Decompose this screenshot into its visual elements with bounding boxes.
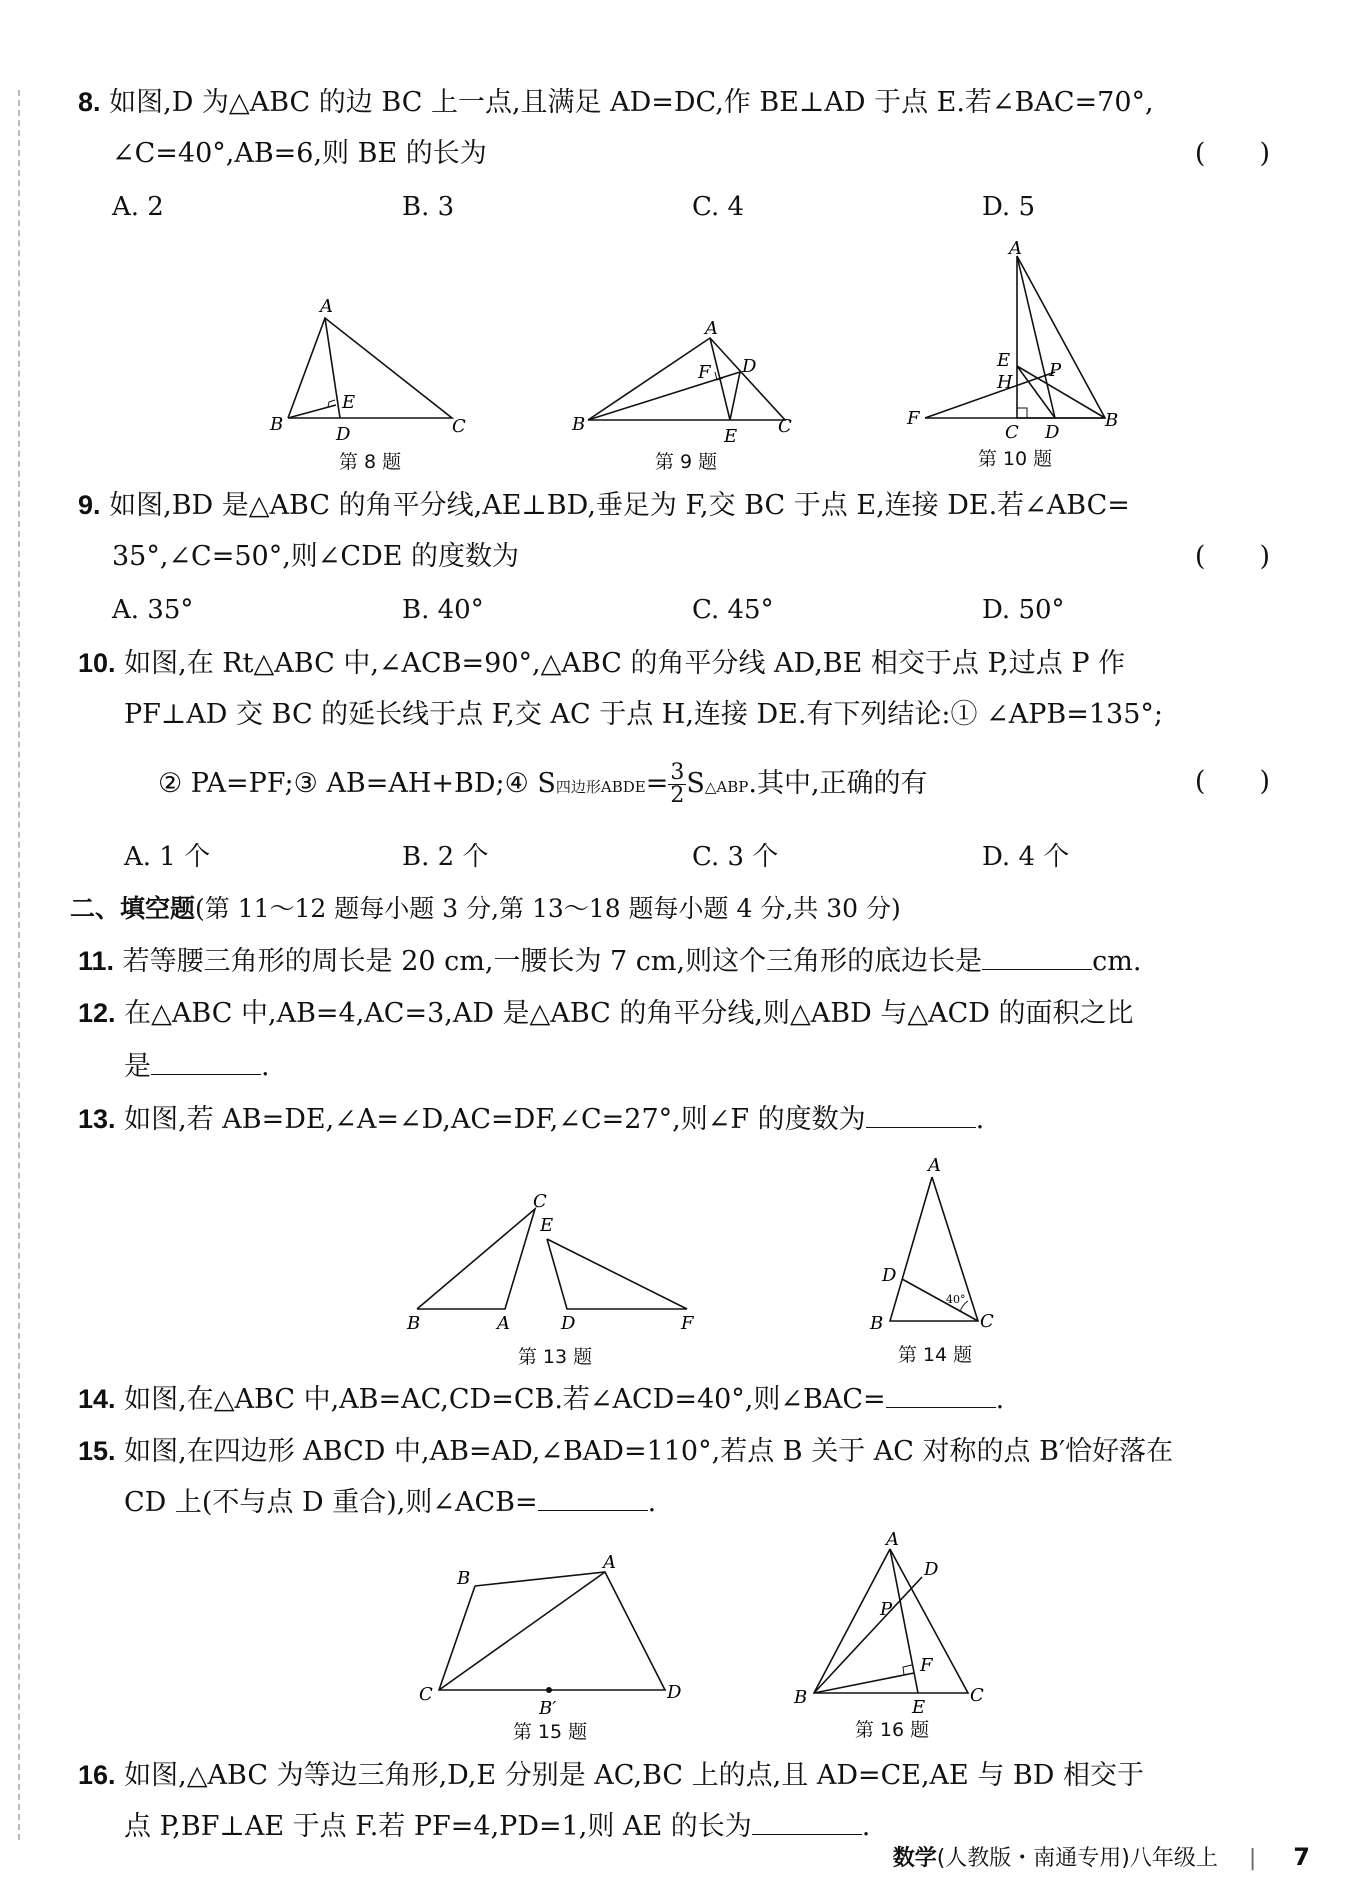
answer-blank[interactable] xyxy=(866,1103,976,1128)
figure-q13 xyxy=(405,1191,705,1339)
answer-paren: ( ) xyxy=(1194,766,1270,797)
question-10-line-1 xyxy=(78,646,1125,681)
svg-text:E: E xyxy=(342,392,356,413)
option-c: C. 45° xyxy=(692,595,774,625)
caption-q8: 第 8 题 xyxy=(338,451,402,473)
svg-text:C: C xyxy=(533,1191,547,1212)
svg-text:B: B xyxy=(270,414,284,435)
svg-text:D: D xyxy=(336,424,351,445)
figure-q10 xyxy=(905,240,1145,444)
svg-text:B: B xyxy=(1105,410,1119,431)
figure-q9 xyxy=(570,320,810,454)
section-heading: 二、填空题(第 11～12 题每小题 3 分,第 13～18 题每小题 4 分,共 30 分) xyxy=(70,894,901,923)
svg-text:A: A xyxy=(886,1529,899,1550)
question-16-line-1: 16. 如图,△ABC 为等边三角形,D,E 分别是 AC,BC 上的点,且 AD=CE,AE 与 BD 相交于 xyxy=(78,1760,1144,1791)
question-15-line-2: CD 上(不与点 D 重合),则∠ACB= . xyxy=(124,1487,657,1518)
answer-blank[interactable] xyxy=(151,1050,261,1075)
svg-text:F: F xyxy=(698,362,711,383)
svg-text:B: B xyxy=(794,1687,808,1708)
svg-text:C: C xyxy=(970,1685,984,1706)
page-footer: 数学(人教版・南通专用)八年级上 | 7 xyxy=(892,1843,1310,1871)
svg-text:B′: B′ xyxy=(539,1698,557,1719)
svg-text:D: D xyxy=(882,1265,897,1286)
question-12-line-1: 12. 在△ABC 中,AB=4,AC=3,AD 是△ABC 的角平分线,则△ABD 与△ACD 的面积之比 xyxy=(78,998,1134,1029)
question-text: 如图,BD 是△ABC 的角平分线,AE⊥BD,垂足为 F,交 BC 于点 E,连接 DE.若∠ABC= xyxy=(109,490,1130,521)
svg-text:C: C xyxy=(980,1311,994,1332)
svg-text:D: D xyxy=(561,1313,576,1334)
svg-text:D: D xyxy=(1045,422,1060,443)
caption-q15: 第 15 题 xyxy=(512,1721,588,1743)
svg-text:B: B xyxy=(870,1313,884,1334)
option-d: D. 50° xyxy=(982,595,1065,625)
question-8-line-1 xyxy=(78,85,1154,120)
question-9-line-1 xyxy=(78,488,1130,523)
svg-text:C: C xyxy=(778,416,792,437)
svg-text:D: D xyxy=(742,356,757,377)
option-a: A. 2 xyxy=(112,192,164,222)
question-15-line-1: 15. 如图,在四边形 ABCD 中,AB=AD,∠BAD=110°,若点 B 关于 AC 对称的点 B′恰好落在 xyxy=(78,1436,1174,1467)
svg-text:D: D xyxy=(924,1559,939,1580)
answer-blank[interactable] xyxy=(538,1486,648,1511)
page-number: 7 xyxy=(1293,1843,1310,1871)
svg-text:A: A xyxy=(1009,238,1022,259)
option-c: C. 3 个 xyxy=(692,842,779,872)
question-number: 10. xyxy=(78,648,116,678)
figure-q8 xyxy=(260,290,490,454)
svg-text:A: A xyxy=(320,296,333,317)
question-text: 如图,在 Rt△ABC 中,∠ACB=90°,△ABC 的角平分线 AD,BE 相交于点 P,过点 P 作 xyxy=(124,648,1126,679)
svg-text:F: F xyxy=(907,408,920,429)
question-9-line-2: 35°,∠C=50°,则∠CDE 的度数为 xyxy=(112,541,520,572)
svg-text:H: H xyxy=(997,372,1013,393)
answer-blank[interactable] xyxy=(886,1383,996,1408)
question-number: 8. xyxy=(78,87,101,117)
question-8-line-2: ∠C=40°,AB=6,则 BE 的长为 xyxy=(112,138,487,169)
option-b: B. 2 个 xyxy=(402,842,489,872)
caption-q16: 第 16 题 xyxy=(854,1719,930,1741)
question-14: 14. 如图,在△ABC 中,AB=AC,CD=CB.若∠ACD=40°,则∠BAC= . xyxy=(78,1384,1005,1415)
option-d: D. 4 个 xyxy=(982,842,1070,872)
svg-text:A: A xyxy=(497,1313,510,1334)
svg-text:C: C xyxy=(452,416,466,437)
figure-q14 xyxy=(860,1155,1010,1339)
option-d: D. 5 xyxy=(982,192,1035,222)
binding-margin-line xyxy=(18,90,20,1840)
svg-text:E: E xyxy=(997,350,1011,371)
svg-text:A: A xyxy=(928,1155,941,1176)
svg-text:D: D xyxy=(667,1682,682,1703)
svg-text:B: B xyxy=(407,1313,421,1334)
answer-paren: ( ) xyxy=(1194,138,1270,169)
svg-text:C: C xyxy=(1005,422,1019,443)
answer-blank[interactable] xyxy=(752,1810,862,1835)
question-text: 如图,D 为△ABC 的边 BC 上一点,且满足 AD=DC,作 BE⊥AD 于点 E.若∠BAC=70°, xyxy=(109,87,1154,118)
question-11: 11. 若等腰三角形的周长是 20 cm,一腰长为 7 cm,则这个三角形的底边长是 cm. xyxy=(78,946,1142,977)
question-number: 9. xyxy=(78,490,101,520)
svg-text:E: E xyxy=(724,426,738,447)
question-12-line-2: 是 . xyxy=(124,1051,270,1082)
svg-text:40°: 40° xyxy=(946,1293,966,1306)
caption-q14: 第 14 题 xyxy=(897,1344,973,1366)
option-b: B. 40° xyxy=(402,595,484,625)
svg-text:E: E xyxy=(540,1215,554,1236)
question-16-line-2: 点 P,BF⊥AE 于点 F.若 PF=4,PD=1,则 AE 的长为 . xyxy=(124,1811,871,1842)
svg-text:P: P xyxy=(1049,360,1062,381)
option-c: C. 4 xyxy=(692,192,745,222)
svg-text:P: P xyxy=(880,1599,893,1620)
svg-text:C: C xyxy=(419,1684,433,1705)
question-10-line-3: ② PA=PF;③ AB=AH+BD;④ S四边形ABDE= $\frac{3}{2}$ S△ABP.其中,正确的有 xyxy=(158,760,928,808)
caption-q13: 第 13 题 xyxy=(517,1346,593,1368)
svg-text:B: B xyxy=(572,414,586,435)
option-a: A. 1 个 xyxy=(124,842,211,872)
caption-q9: 第 9 题 xyxy=(654,451,718,473)
svg-text:A: A xyxy=(705,318,718,339)
option-b: B. 3 xyxy=(402,192,455,222)
svg-text:A: A xyxy=(603,1552,616,1573)
answer-blank[interactable] xyxy=(982,945,1092,970)
figure-q15 xyxy=(415,1550,695,1724)
svg-text:B: B xyxy=(457,1568,471,1589)
svg-text:F: F xyxy=(920,1655,933,1676)
answer-paren: ( ) xyxy=(1194,541,1270,572)
option-a: A. 35° xyxy=(112,595,194,625)
question-10-line-2: PF⊥AD 交 BC 的延长线于点 F,交 AC 于点 H,连接 DE.有下列结论:① ∠APB=135°; xyxy=(124,699,1163,730)
svg-text:F: F xyxy=(681,1313,694,1334)
fraction: $\frac{3}{2}$ xyxy=(670,760,685,808)
svg-text:E: E xyxy=(912,1697,926,1718)
figure-q16 xyxy=(790,1529,990,1719)
question-13: 13. 如图,若 AB=DE,∠A=∠D,AC=DF,∠C=27°,则∠F 的度数为 . xyxy=(78,1104,985,1135)
caption-q10: 第 10 题 xyxy=(977,448,1053,470)
